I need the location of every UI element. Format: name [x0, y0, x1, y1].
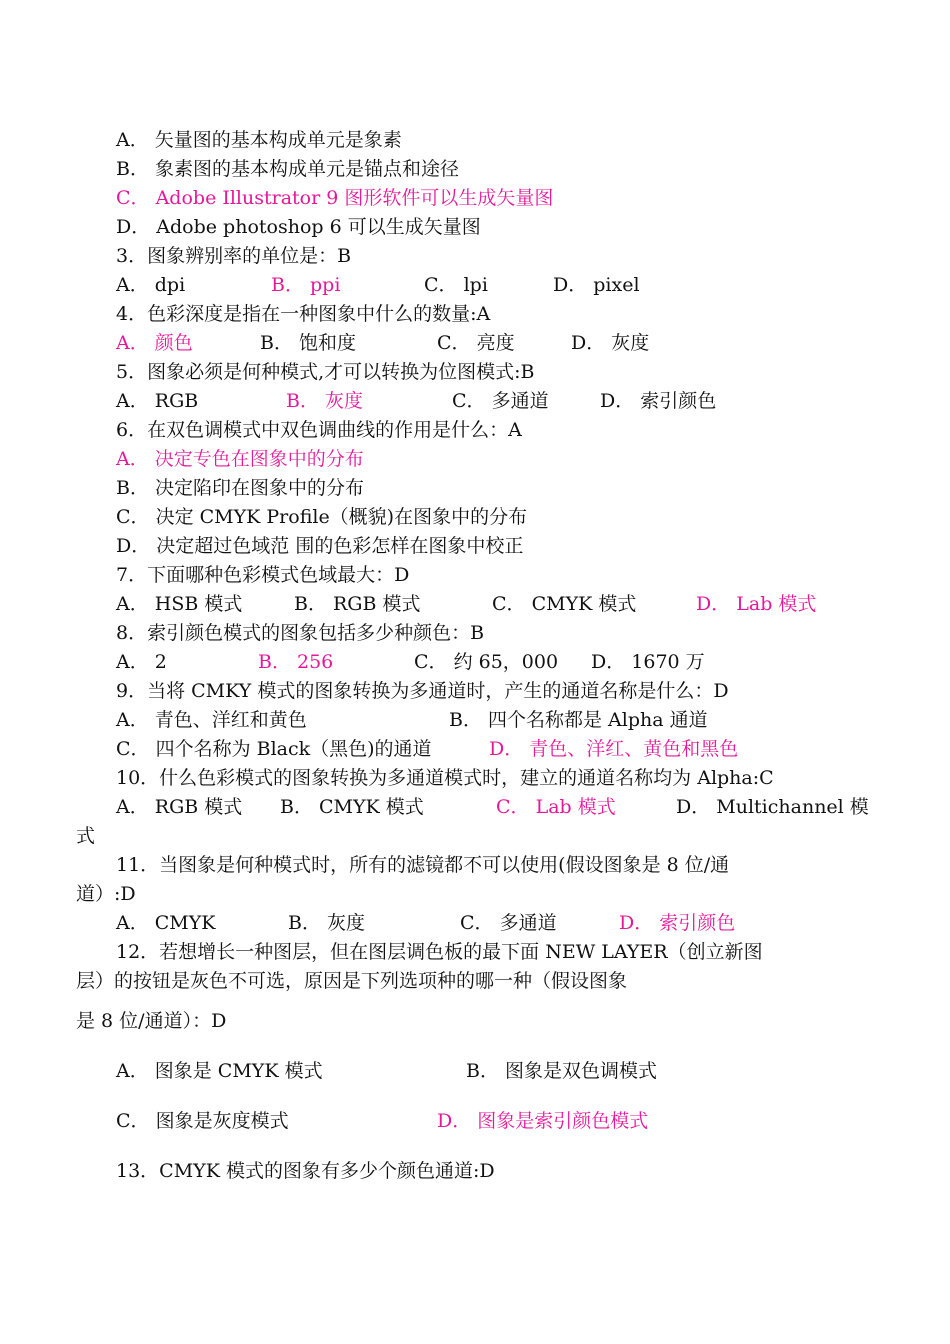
- q13-question: 13．CMYK 模式的图象有多少个颜色通道:D: [116, 1160, 495, 1182]
- q10-option-d-wrap: 式: [76, 825, 96, 847]
- q9-question: 9．当将 CMKY 模式的图象转换为多通道时，产生的通道名称是什么：D: [116, 680, 729, 702]
- q10-option-b: B． CMYK 模式: [280, 796, 424, 818]
- q3-options-row: [116, 273, 876, 297]
- q7-question: 7．下面哪种色彩模式色域最大：D: [116, 564, 410, 586]
- q8-option-c: C． 约 65，000: [414, 651, 559, 673]
- q12-options-row-1: [116, 1059, 876, 1083]
- q9-option-c: C． 四个名称为 Black（黑色)的通道: [116, 738, 432, 760]
- q7-option-a: A． HSB 模式: [116, 593, 243, 615]
- q11-question-line-1: 11．当图象是何种模式时，所有的滤镜都不可以使用(假设图象是 8 位/通: [116, 854, 730, 876]
- q6-option-a-answer: A． 决定专色在图象中的分布: [116, 448, 364, 470]
- q7-option-d-answer: D． Lab 模式: [696, 593, 817, 615]
- q4-option-d: D． 灰度: [571, 332, 650, 354]
- q9-options-row-1: [116, 708, 876, 732]
- q9-option-d-answer: D． 青色、洋红、黄色和黑色: [489, 738, 739, 760]
- q2-option-d: D． Adobe photoshop 6 可以生成矢量图: [116, 216, 481, 238]
- q8-options-row: [116, 650, 876, 674]
- q12-option-d-answer: D． 图象是索引颜色模式: [437, 1110, 649, 1132]
- q10-option-a: A． RGB 模式: [116, 796, 243, 818]
- q2-option-a: A． 矢量图的基本构成单元是象素: [116, 129, 402, 151]
- q12-question-line-2: 层）的按钮是灰色不可选，原因是下列选项种的哪一种（假设图象: [76, 970, 628, 992]
- q4-options-row: [116, 331, 876, 355]
- q5-option-b-answer: B． 灰度: [286, 390, 364, 412]
- q10-option-c-answer: C． Lab 模式: [496, 796, 616, 818]
- q10-question: 10．什么色彩模式的图象转换为多通道模式时，建立的通道名称均为 Alpha:C: [116, 767, 774, 789]
- q3-option-a: A． dpi: [116, 274, 186, 296]
- q9-option-a: A． 青色、洋红和黄色: [116, 709, 307, 731]
- q7-options-row: [116, 592, 876, 616]
- q5-option-a: A． RGB: [116, 390, 199, 412]
- q5-question: 5．图象必须是何种模式,才可以转换为位图模式:B: [116, 361, 535, 383]
- q4-option-b: B． 饱和度: [260, 332, 357, 354]
- q3-question: 3．图象辨别率的单位是：B: [116, 245, 352, 267]
- q8-question: 8．索引颜色模式的图象包括多少种颜色：B: [116, 622, 485, 644]
- q6-option-c: C． 决定 CMYK Profile（概貌)在图象中的分布: [116, 506, 528, 528]
- q4-option-c: C． 亮度: [437, 332, 515, 354]
- q8-option-d: D． 1670 万: [591, 651, 705, 673]
- q6-option-b: B． 决定陷印在图象中的分布: [116, 477, 365, 499]
- q12-option-a: A． 图象是 CMYK 模式: [116, 1060, 323, 1082]
- q5-option-d: D． 索引颜色: [600, 390, 717, 412]
- q11-options-row: [116, 911, 876, 935]
- q5-option-c: C． 多通道: [452, 390, 549, 412]
- q6-option-d: D． 决定超过色域范 围的色彩怎样在图象中校正: [116, 535, 524, 557]
- q12-option-c: C． 图象是灰度模式: [116, 1110, 289, 1132]
- q10-option-d: D． Multichannel 模: [676, 796, 869, 818]
- q12-options-row-2: [116, 1109, 876, 1133]
- q11-option-b: B． 灰度: [288, 912, 366, 934]
- q2-option-c-answer: C． Adobe Illustrator 9 图形软件可以生成矢量图: [116, 187, 554, 209]
- q7-option-c: C． CMYK 模式: [492, 593, 637, 615]
- q8-option-a: A． 2: [116, 651, 167, 673]
- q9-options-row-2: [116, 737, 876, 761]
- q7-option-b: B． RGB 模式: [294, 593, 421, 615]
- q4-question: 4．色彩深度是指在一种图象中什么的数量:A: [116, 303, 491, 325]
- q11-option-c: C． 多通道: [460, 912, 557, 934]
- q12-question-line-3: 是 8 位/通道）：D: [76, 1010, 227, 1032]
- q3-option-d: D． pixel: [553, 274, 640, 296]
- q3-option-c: C． lpi: [424, 274, 488, 296]
- q3-option-b-answer: B． ppi: [271, 274, 341, 296]
- q2-option-b: B． 象素图的基本构成单元是锚点和途径: [116, 158, 460, 180]
- q6-question: 6．在双色调模式中双色调曲线的作用是什么：A: [116, 419, 522, 441]
- q12-question-line-1: 12．若想增长一种图层，但在图层调色板的最下面 NEW LAYER（创立新图: [116, 941, 763, 963]
- q10-options-row: [116, 795, 876, 819]
- q8-option-b-answer: B． 256: [258, 651, 334, 673]
- q11-option-d-answer: D． 索引颜色: [619, 912, 736, 934]
- q5-options-row: [116, 389, 876, 413]
- q12-option-b: B． 图象是双色调模式: [466, 1060, 658, 1082]
- q9-option-b: B． 四个名称都是 Alpha 通道: [449, 709, 708, 731]
- q4-option-a-answer: A． 颜色: [116, 332, 193, 354]
- q11-question-line-2: 道）:D: [76, 883, 136, 905]
- q11-option-a: A． CMYK: [116, 912, 216, 934]
